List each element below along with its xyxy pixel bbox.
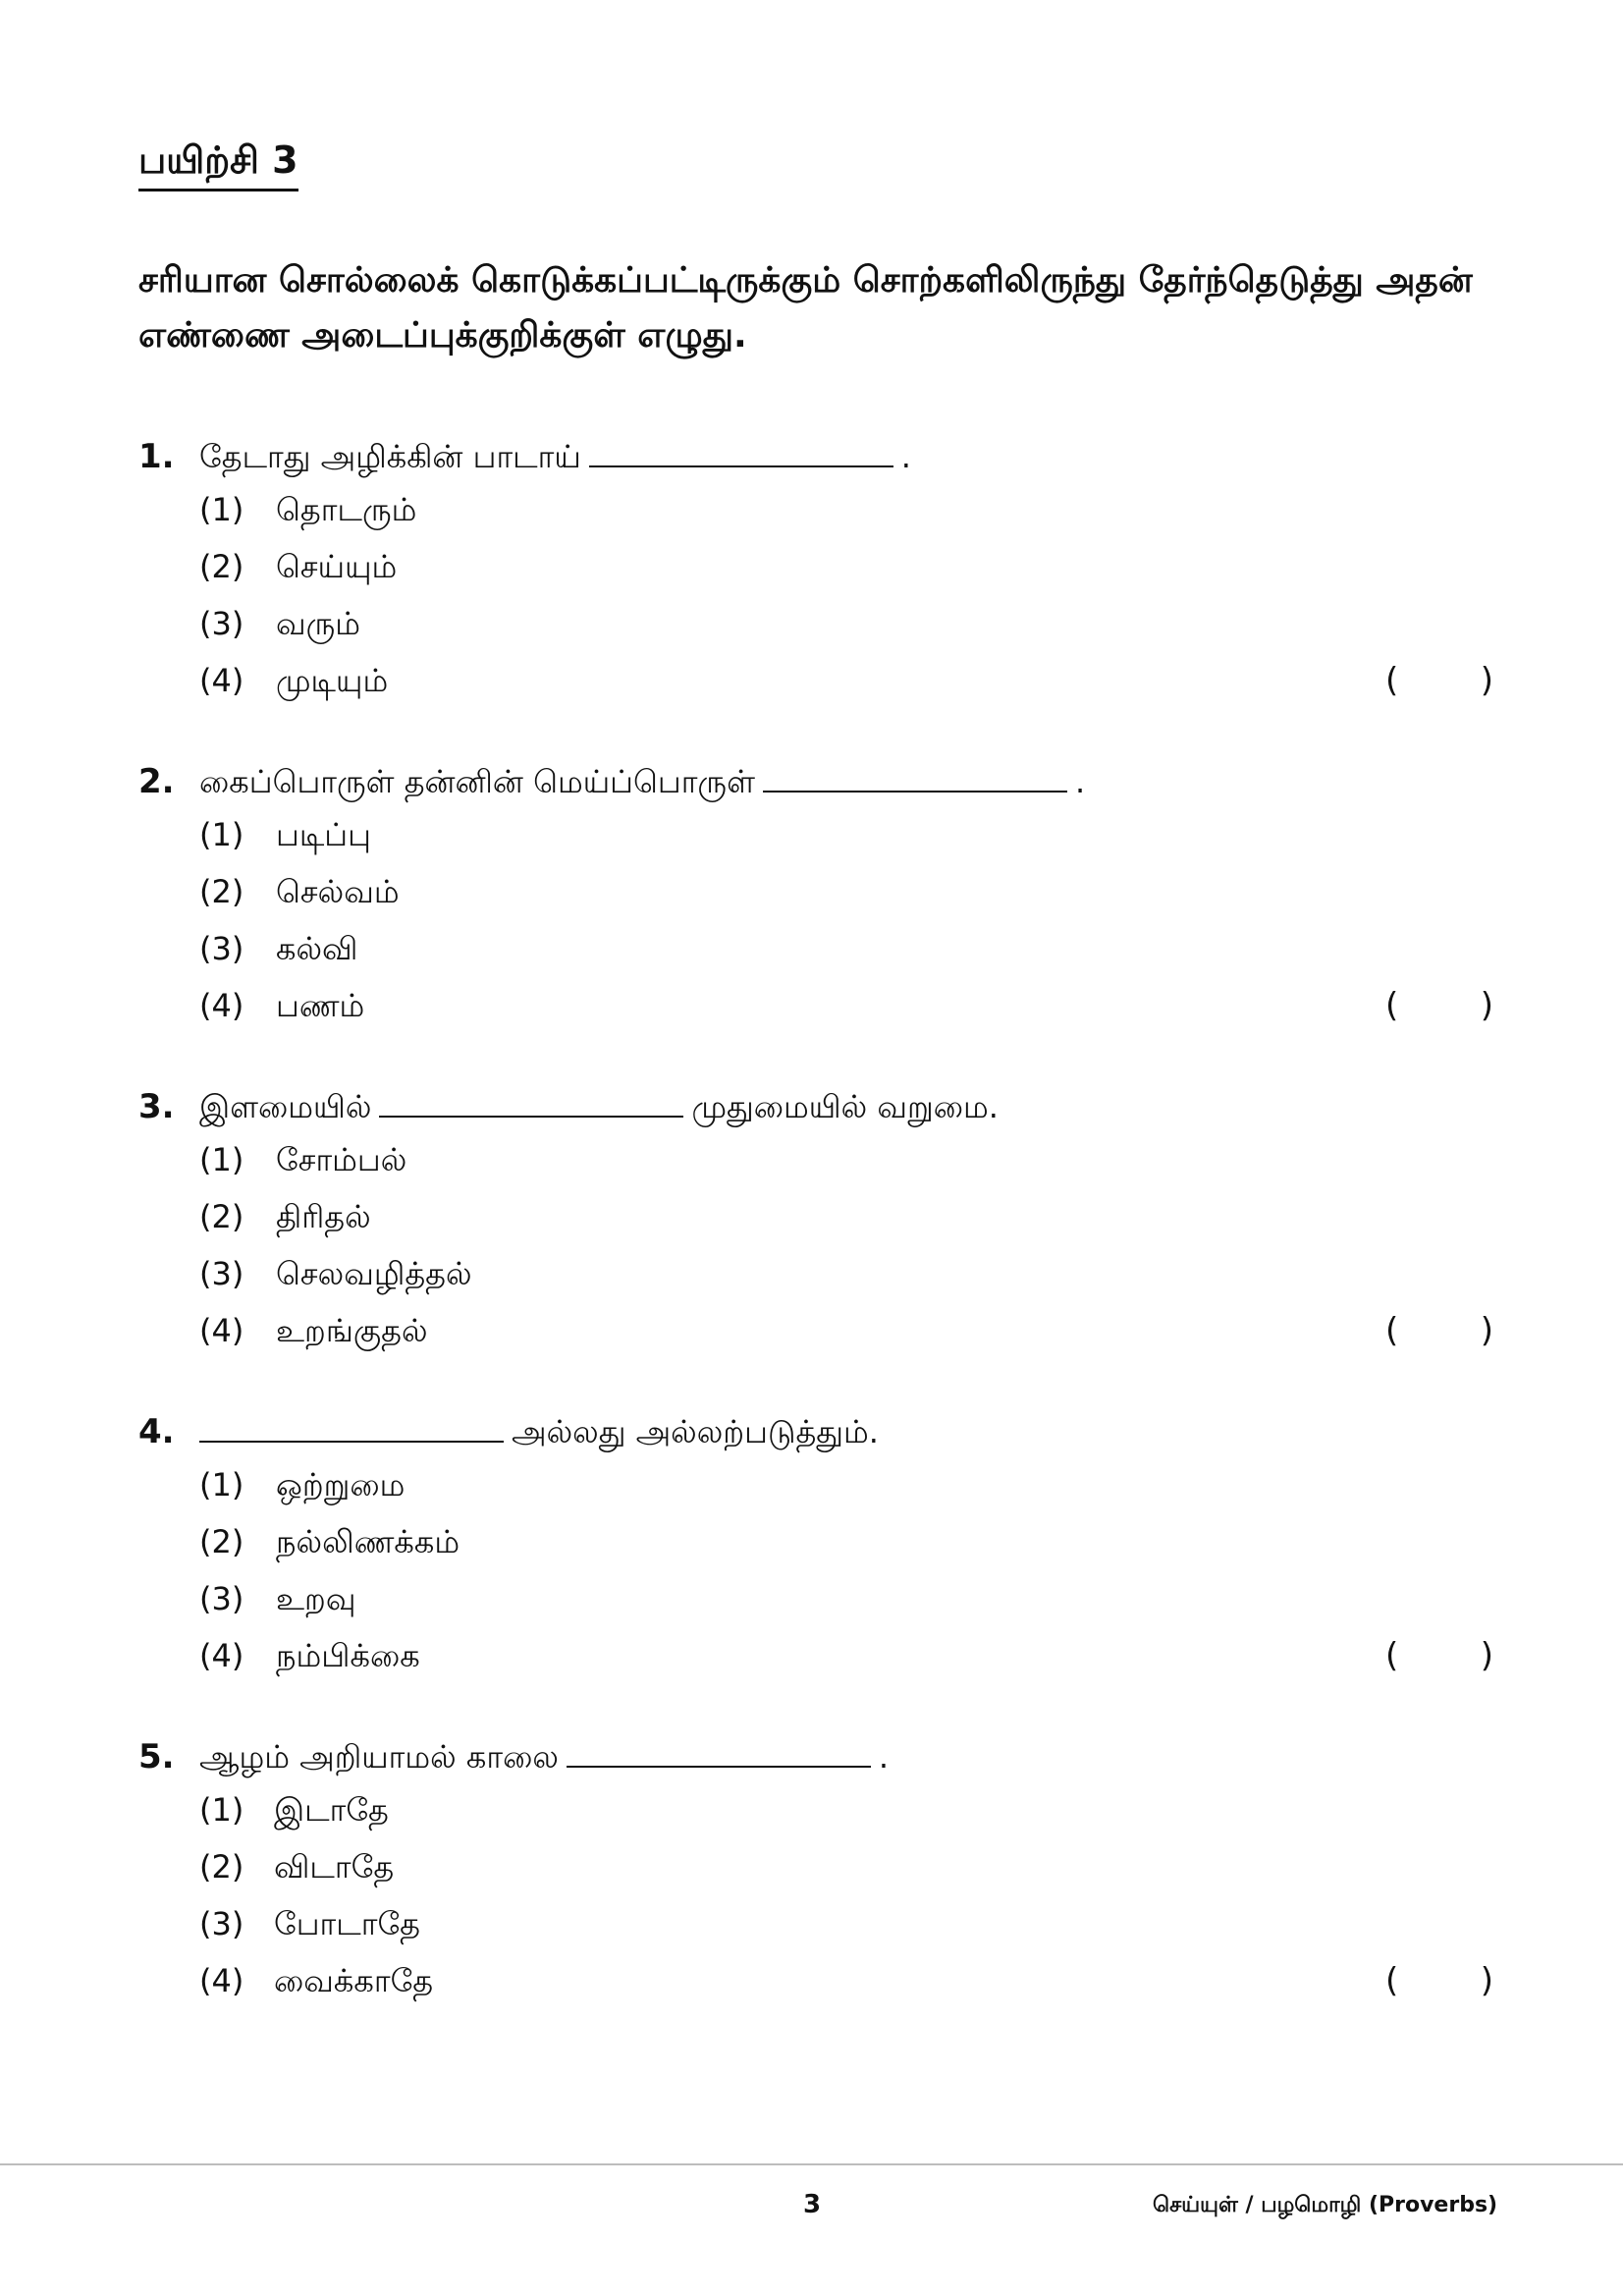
stem-before-blank: ஆழம் அறியாமல் காலை xyxy=(199,1738,559,1776)
option-text: நல்லிணக்கம் xyxy=(276,1523,460,1560)
option-3 xyxy=(138,595,1493,652)
option-3 xyxy=(138,920,1493,977)
question-stem xyxy=(138,757,1493,806)
option-2 xyxy=(138,1838,1493,1895)
option-1 xyxy=(138,1781,1493,1838)
option-number: (2) xyxy=(199,1848,244,1886)
close-bracket: ) xyxy=(1480,986,1493,1025)
option-text: கல்வி xyxy=(276,930,358,967)
option-3 xyxy=(138,1245,1493,1302)
stem-after-blank: . xyxy=(1074,763,1086,800)
open-bracket: ( xyxy=(1385,986,1399,1025)
stem-before-blank: கைப்பொருள் தன்னின் மெய்ப்பொருள் xyxy=(199,763,755,800)
option-text: போடாதே xyxy=(274,1905,420,1942)
stem-after-blank: . xyxy=(900,438,911,475)
question-number: 3. xyxy=(138,1087,175,1126)
question-stem xyxy=(138,1732,1493,1781)
option-text: படிப்பு xyxy=(276,816,371,853)
option-number: (2) xyxy=(199,1523,244,1560)
option-1 xyxy=(138,806,1493,863)
option-number: (3) xyxy=(199,1255,244,1292)
option-text: இடாதே xyxy=(274,1791,389,1829)
option-number: (3) xyxy=(199,605,244,642)
question-number: 4. xyxy=(138,1412,175,1451)
stem-before-blank: தேடாது அழிக்கின் பாடாய் xyxy=(199,438,581,475)
option-2 xyxy=(138,1513,1493,1570)
answer-blank[interactable] xyxy=(379,1088,683,1118)
option-text: வரும் xyxy=(276,605,361,642)
option-text: நம்பிக்கை xyxy=(276,1637,420,1674)
option-4 xyxy=(138,977,1493,1034)
question-stem xyxy=(138,432,1493,481)
option-number: (4) xyxy=(199,1962,244,1999)
option-number: (4) xyxy=(199,1637,244,1674)
question-1 xyxy=(138,432,1493,709)
option-2 xyxy=(138,863,1493,920)
question-text xyxy=(199,1082,999,1131)
option-text: முடியும் xyxy=(276,662,389,699)
close-bracket: ) xyxy=(1480,1961,1493,2000)
question-text xyxy=(199,1732,889,1781)
option-number: (1) xyxy=(199,1791,244,1829)
option-4 xyxy=(138,1627,1493,1684)
option-4 xyxy=(138,1302,1493,1359)
open-bracket: ( xyxy=(1385,1636,1399,1675)
footer-divider xyxy=(0,2163,1623,2165)
question-number: 1. xyxy=(138,437,175,476)
option-number: (1) xyxy=(199,1141,244,1178)
option-2 xyxy=(138,538,1493,595)
open-bracket: ( xyxy=(1385,661,1399,700)
question-number: 5. xyxy=(138,1737,175,1777)
option-text: உறவு xyxy=(276,1580,356,1617)
stem-after-blank: அல்லது அல்லற்படுத்தும். xyxy=(512,1413,879,1450)
option-number: (4) xyxy=(199,1312,244,1349)
stem-after-blank: முதுமையில் வறுமை. xyxy=(691,1088,999,1125)
option-number: (3) xyxy=(199,930,244,967)
option-text: பணம் xyxy=(276,987,365,1024)
instruction-text: சரியான சொல்லைக் கொடுக்கப்பட்டிருக்கும் சொற்களிலிருந்து தேர்ந்தெடுத்து அதன் எண்ணை அடைப்புக்குறிக்குள் எழுது. xyxy=(138,260,1473,355)
option-number: (4) xyxy=(199,987,244,1024)
option-2 xyxy=(138,1188,1493,1245)
stem-after-blank: . xyxy=(878,1738,890,1776)
answer-blank[interactable] xyxy=(763,763,1067,793)
option-number: (1) xyxy=(199,1466,244,1503)
question-2 xyxy=(138,757,1493,1034)
close-bracket: ) xyxy=(1480,661,1493,700)
open-bracket: ( xyxy=(1385,1311,1399,1350)
option-number: (2) xyxy=(199,1198,244,1235)
exercise-title: பயிற்சி 3 xyxy=(138,137,298,191)
question-text xyxy=(199,432,911,481)
option-text: உறங்குதல் xyxy=(276,1312,428,1349)
option-text: திரிதல் xyxy=(276,1198,371,1235)
option-3 xyxy=(138,1570,1493,1627)
option-text: தொடரும் xyxy=(276,491,417,528)
option-text: விடாதே xyxy=(274,1848,395,1886)
option-3 xyxy=(138,1895,1493,1952)
open-bracket: ( xyxy=(1385,1961,1399,2000)
question-5 xyxy=(138,1732,1493,2009)
question-4 xyxy=(138,1407,1493,1684)
option-text: சோம்பல் xyxy=(276,1141,407,1178)
option-4 xyxy=(138,652,1493,709)
answer-blank[interactable] xyxy=(589,438,893,467)
question-stem xyxy=(138,1082,1493,1131)
question-stem xyxy=(138,1407,1493,1456)
footer-label: செய்யுள் / பழமொழி (Proverbs) xyxy=(1153,2193,1498,2217)
answer-blank[interactable] xyxy=(199,1413,504,1443)
option-1 xyxy=(138,1131,1493,1188)
option-number: (3) xyxy=(199,1580,244,1617)
question-text xyxy=(199,1407,879,1456)
answer-blank[interactable] xyxy=(567,1738,871,1768)
option-number: (2) xyxy=(199,548,244,585)
option-text: செய்யும் xyxy=(276,548,398,585)
page-number: 3 xyxy=(803,2190,822,2219)
option-1 xyxy=(138,481,1493,538)
option-text: செலவழித்தல் xyxy=(276,1255,472,1292)
option-1 xyxy=(138,1456,1493,1513)
option-number: (4) xyxy=(199,662,244,699)
question-text xyxy=(199,757,1085,806)
option-text: செல்வம் xyxy=(276,873,400,910)
question-number: 2. xyxy=(138,762,175,801)
option-number: (3) xyxy=(199,1905,244,1942)
option-text: வைக்காதே xyxy=(274,1962,434,1999)
option-number: (1) xyxy=(199,816,244,853)
option-number: (1) xyxy=(199,491,244,528)
option-text: ஒற்றுமை xyxy=(276,1466,406,1503)
option-number: (2) xyxy=(199,873,244,910)
option-4 xyxy=(138,1952,1493,2009)
stem-before-blank: இளமையில் xyxy=(199,1088,372,1125)
close-bracket: ) xyxy=(1480,1636,1493,1675)
close-bracket: ) xyxy=(1480,1311,1493,1350)
question-3 xyxy=(138,1082,1493,1359)
